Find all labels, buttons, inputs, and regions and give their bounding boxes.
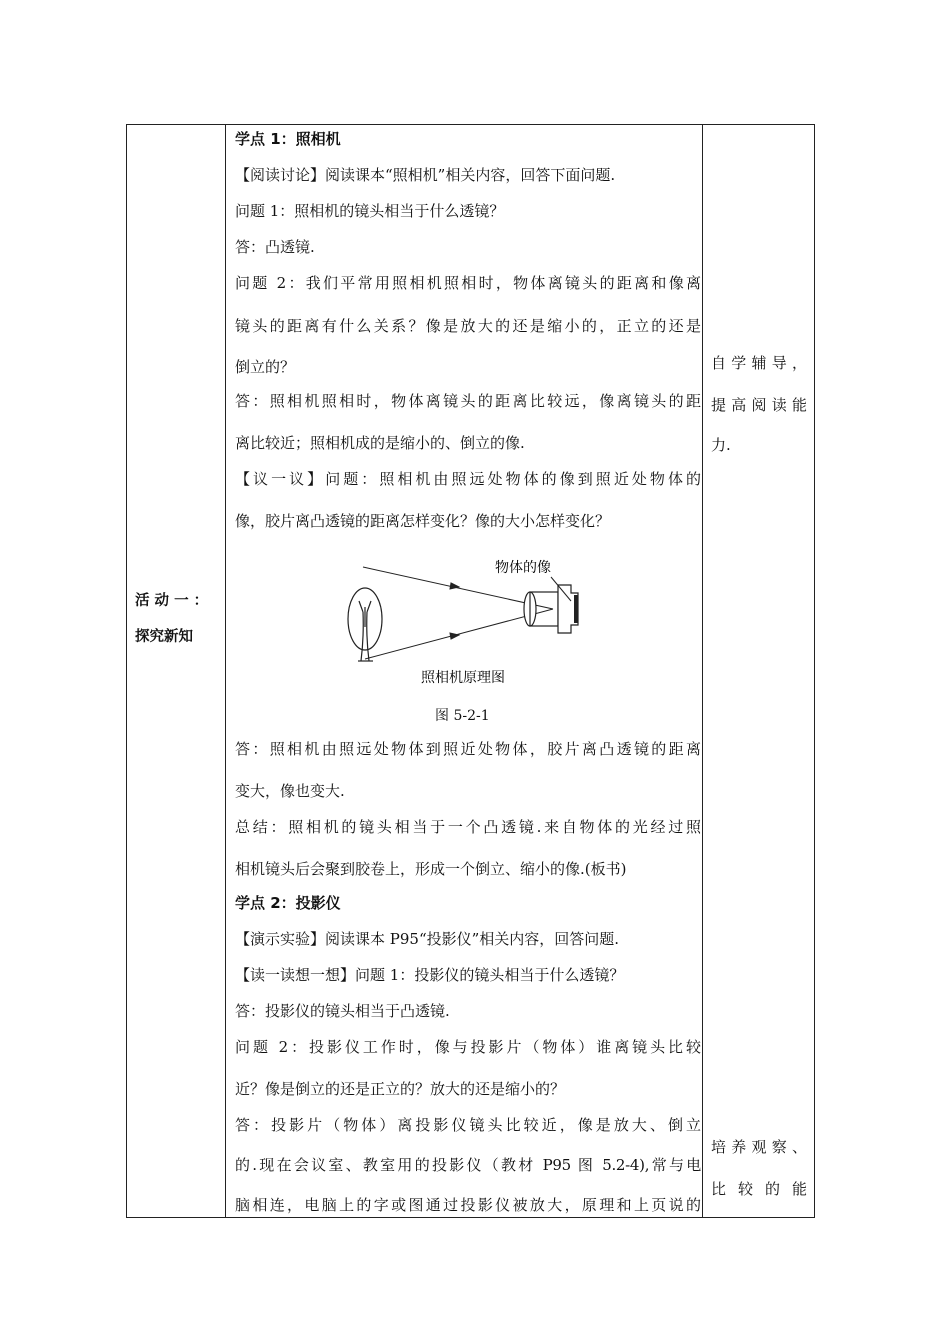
camera-body xyxy=(524,577,578,633)
column-divider xyxy=(225,125,226,1217)
text-line: 【读一读想一想】问题 1：投影仪的镜头相当于什么透镜？ xyxy=(235,966,625,984)
text-line: 倒立的？ xyxy=(235,358,296,376)
note-line: 力. xyxy=(711,436,731,454)
text-line: 问题 1：照相机的镜头相当于什么透镜？ xyxy=(235,202,505,220)
text-line: 答：照相机由照远处物体到照近处物体，胶片离凸透镜的距离 xyxy=(235,740,701,758)
text-line: 的.现在会议室、教室用的投影仪（教材 P95 图 5.2-4),常与电 xyxy=(235,1156,701,1174)
text-line: 答：投影片（物体）离投影仪镜头比较近，像是放大、倒立 xyxy=(235,1116,701,1134)
text-line: 近？像是倒立的还是正立的？放大的还是缩小的？ xyxy=(235,1080,566,1098)
text-line: 总结：照相机的镜头相当于一个凸透镜.来自物体的光经过照 xyxy=(235,818,701,836)
camera-principle-figure xyxy=(333,557,583,687)
text-line: 镜头的距离有什么关系？像是放大的还是缩小的，正立的还是 xyxy=(235,317,701,335)
note-line: 提高阅读能 xyxy=(711,396,807,414)
tree-object xyxy=(348,588,382,661)
text-line: 【阅读讨论】阅读课本“照相机”相关内容，回答下面问题. xyxy=(235,166,616,184)
text-line: 【议一议】问题：照相机由照远处物体的像到照近处物体的 xyxy=(235,470,701,488)
text-line: 答：投影仪的镜头相当于凸透镜. xyxy=(235,1002,450,1020)
figure-label: 照相机原理图 xyxy=(421,670,505,686)
figure-label: 物体的像 xyxy=(495,560,551,576)
note-line: 自学辅导， xyxy=(711,354,807,372)
text-line: 变大，像也变大. xyxy=(235,782,345,800)
activity-label-line: 活 动 一 ： xyxy=(135,593,209,609)
text-line: 【演示实验】阅读课本 P95“投影仪”相关内容，回答问题. xyxy=(235,930,620,948)
section-heading: 学点 1：照相机 xyxy=(235,130,341,148)
section-heading: 学点 2：投影仪 xyxy=(235,894,341,912)
text-line: 答：凸透镜. xyxy=(235,238,315,256)
text-line: 问题 2：我们平常用照相机照相时，物体离镜头的距离和像离 xyxy=(235,274,701,292)
text-line: 相机镜头后会聚到胶卷上，形成一个倒立、缩小的像.(板书) xyxy=(235,860,627,878)
activity-label-line: 探究新知 xyxy=(135,629,193,645)
lesson-table xyxy=(126,124,815,1218)
note-line: 比 较 的 能 xyxy=(711,1180,807,1198)
text-line: 答：照相机照相时，物体离镜头的距离比较远，像离镜头的距 xyxy=(235,392,701,410)
text-line: 脑相连，电脑上的字或图通过投影仪被放大，原理和上页说的 xyxy=(235,1196,701,1214)
note-line: 培养观察、 xyxy=(711,1138,807,1156)
text-line: 问题 2：投影仪工作时，像与投影片（物体）谁离镜头比较 xyxy=(235,1038,701,1056)
text-line: 像，胶片离凸透镜的距离怎样变化？像的大小怎样变化？ xyxy=(235,512,611,530)
column-divider xyxy=(702,125,703,1217)
figure-caption: 图 5-2-1 xyxy=(435,708,490,724)
text-line: 离比较近；照相机成的是缩小的、倒立的像. xyxy=(235,434,525,452)
activity-label xyxy=(135,583,220,655)
